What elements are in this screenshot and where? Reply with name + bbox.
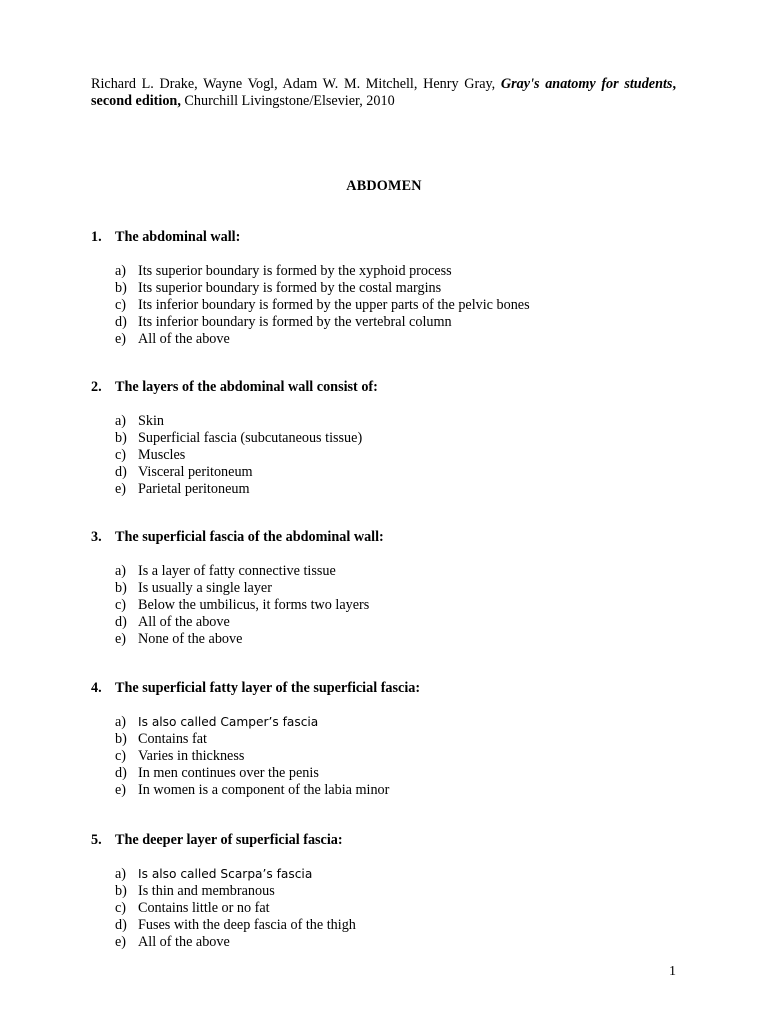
question-text: The superficial fatty layer of the superficial fascia: (115, 680, 421, 696)
option-letter: c) (115, 748, 127, 764)
option-text: Is a layer of fatty connective tissue (138, 563, 336, 579)
option-text: In men continues over the penis (138, 765, 319, 781)
question-4 (91, 680, 691, 799)
option-letter: c) (115, 297, 127, 313)
question-heading (91, 680, 691, 697)
option-letter: c) (115, 597, 127, 613)
option-text: Its superior boundary is formed by the xyphoid process (138, 263, 452, 279)
question-3 (91, 529, 691, 648)
option-letter: a) (115, 866, 127, 882)
question-5 (91, 832, 691, 951)
option-item (115, 314, 691, 331)
option-text: Is also called Camper’s fascia (138, 715, 319, 729)
option-item (115, 280, 691, 297)
question-1 (91, 229, 691, 348)
option-text: All of the above (138, 934, 230, 950)
question-text: The superficial fascia of the abdominal wall: (115, 529, 384, 545)
option-list (115, 866, 691, 951)
option-text: Visceral peritoneum (138, 464, 253, 480)
option-text: All of the above (138, 331, 230, 347)
option-letter: e) (115, 782, 127, 798)
option-list (115, 714, 691, 799)
option-letter: a) (115, 714, 127, 730)
citation-book-title: Gray's anatomy for students (500, 76, 673, 92)
question-text: The layers of the abdominal wall consist of: (115, 379, 378, 395)
option-list (115, 413, 691, 498)
option-item (115, 614, 691, 631)
question-number: 2. (91, 379, 102, 395)
option-letter: d) (115, 614, 127, 630)
option-item (115, 331, 691, 348)
option-item (115, 413, 691, 430)
citation-authors: Richard L. Drake, Wayne Vogl, Adam W. M. Mitchell, Henry Gray, (91, 76, 496, 92)
option-item (115, 748, 691, 765)
option-letter: b) (115, 280, 127, 296)
option-letter: a) (115, 263, 127, 279)
option-text: Its inferior boundary is formed by the vertebral column (138, 314, 452, 330)
option-letter: d) (115, 765, 127, 781)
option-letter: d) (115, 917, 127, 933)
option-letter: b) (115, 883, 127, 899)
option-letter: b) (115, 731, 127, 747)
citation-publisher: Churchill Livingstone/Elsevier, 2010 (184, 93, 395, 109)
option-text: Fuses with the deep fascia of the thigh (138, 917, 356, 933)
option-text: Is also called Scarpa’s fascia (138, 867, 313, 881)
option-letter: e) (115, 331, 127, 347)
option-item (115, 714, 691, 731)
option-item (115, 481, 691, 498)
option-text: None of the above (138, 631, 243, 647)
option-text: Its inferior boundary is formed by the upper parts of the pelvic bones (138, 297, 530, 313)
option-item (115, 917, 691, 934)
option-item (115, 580, 691, 597)
option-item (115, 934, 691, 951)
option-item (115, 563, 691, 580)
page-number: 1 (669, 964, 676, 979)
option-item (115, 263, 691, 280)
option-item (115, 297, 691, 314)
question-2 (91, 379, 691, 498)
citation-edition: , second edition, (91, 76, 676, 109)
option-item (115, 597, 691, 614)
option-letter: a) (115, 413, 127, 429)
option-item (115, 900, 691, 917)
option-letter: b) (115, 430, 127, 446)
option-letter: a) (115, 563, 127, 579)
option-item (115, 866, 691, 883)
question-heading (91, 529, 691, 546)
option-item (115, 447, 691, 464)
option-letter: d) (115, 314, 127, 330)
question-number: 4. (91, 680, 102, 696)
question-text: The deeper layer of superficial fascia: (115, 832, 343, 848)
option-text: In women is a component of the labia minor (138, 782, 390, 798)
option-item (115, 430, 691, 447)
option-item (115, 631, 691, 648)
question-number: 1. (91, 229, 102, 245)
option-text: Skin (138, 413, 165, 429)
option-item (115, 782, 691, 799)
option-letter: e) (115, 481, 127, 497)
option-text: Varies in thickness (138, 748, 245, 764)
option-text: Contains fat (138, 731, 207, 747)
option-text: Is usually a single layer (138, 580, 272, 596)
option-text: Superficial fascia (subcutaneous tissue) (138, 430, 363, 446)
option-text: Parietal peritoneum (138, 481, 250, 497)
citation (91, 76, 676, 110)
option-item (115, 464, 691, 481)
option-letter: e) (115, 934, 127, 950)
option-letter: c) (115, 900, 127, 916)
question-number: 5. (91, 832, 102, 848)
option-item (115, 731, 691, 748)
option-item (115, 765, 691, 782)
question-heading (91, 229, 691, 246)
option-item (115, 883, 691, 900)
question-heading (91, 832, 691, 849)
option-list (115, 263, 691, 348)
option-text: All of the above (138, 614, 230, 630)
option-letter: b) (115, 580, 127, 596)
option-letter: c) (115, 447, 127, 463)
option-letter: d) (115, 464, 127, 480)
section-title: ABDOMEN (346, 178, 422, 194)
option-letter: e) (115, 631, 127, 647)
question-text: The abdominal wall: (115, 229, 241, 245)
option-text: Its superior boundary is formed by the costal margins (138, 280, 442, 296)
question-heading (91, 379, 691, 396)
option-text: Contains little or no fat (138, 900, 270, 916)
option-text: Is thin and membranous (138, 883, 275, 899)
option-list (115, 563, 691, 648)
option-text: Muscles (138, 447, 186, 463)
option-text: Below the umbilicus, it forms two layers (138, 597, 370, 613)
question-number: 3. (91, 529, 102, 545)
